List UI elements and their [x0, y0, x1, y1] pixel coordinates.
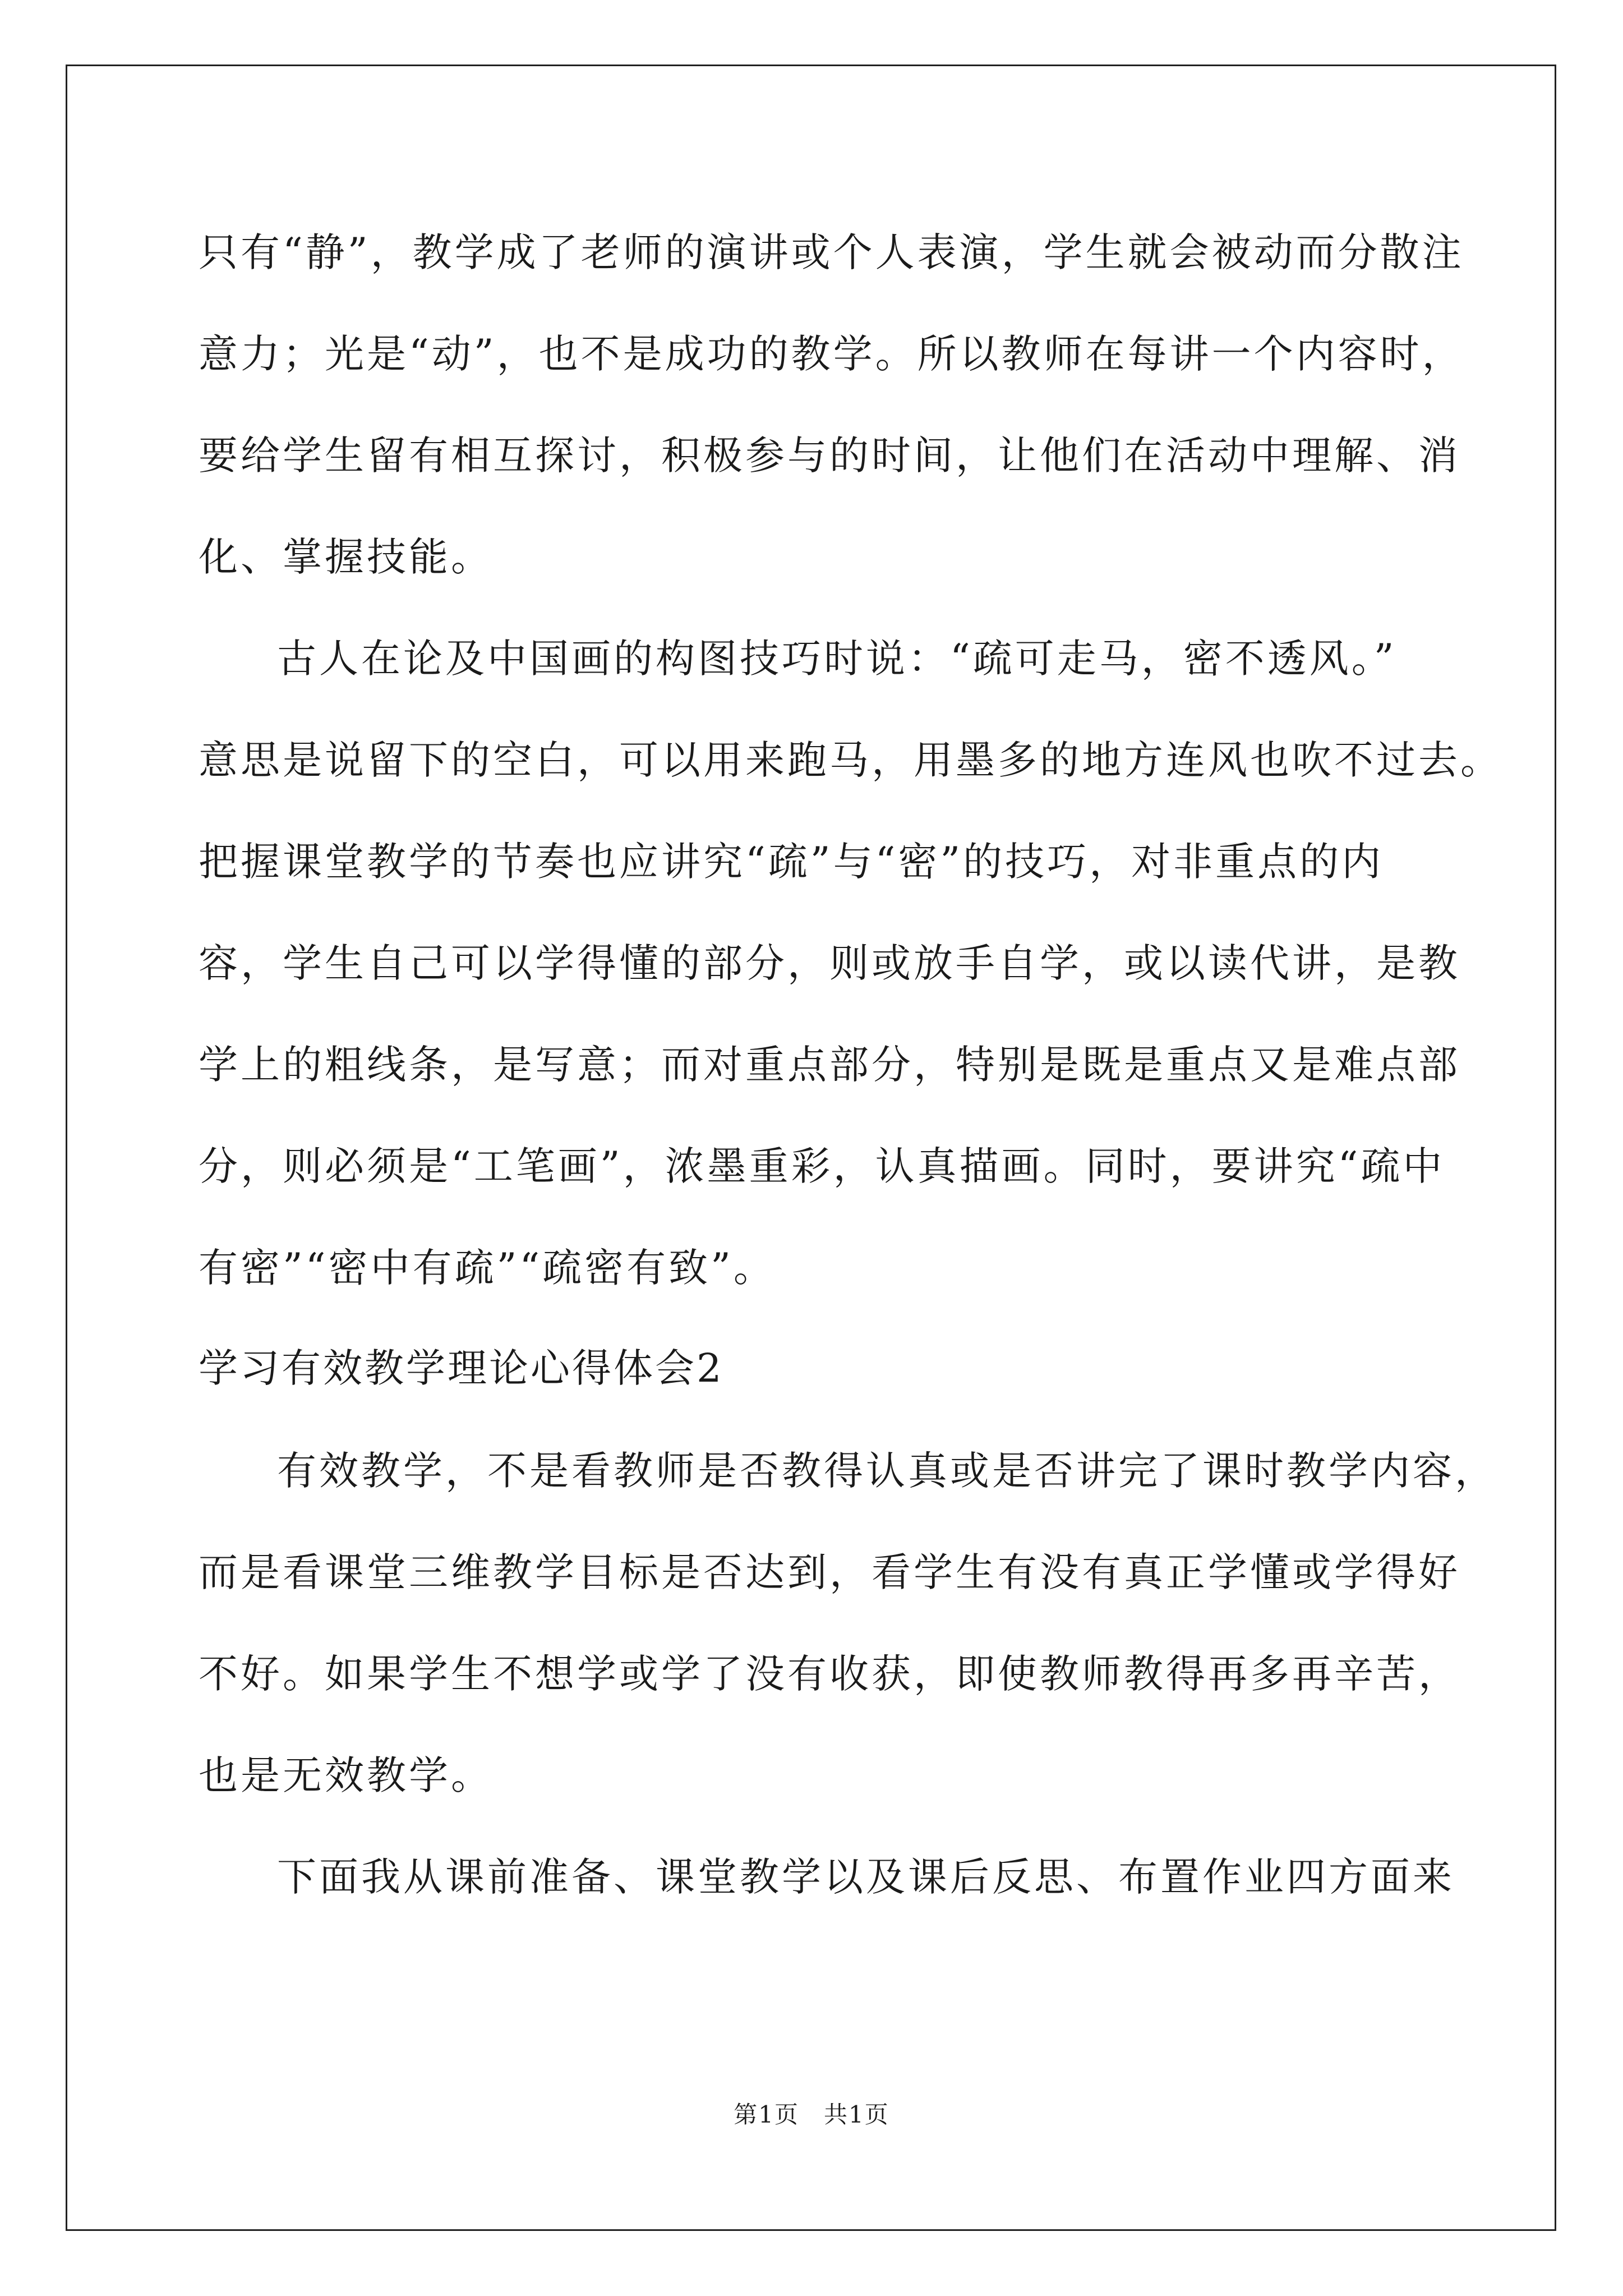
body-text-line: 意力；光是“动”，也不是成功的教学。所以教师在每讲一个内容时， — [199, 331, 1464, 377]
body-text-line: 学上的粗线条，是写意；而对重点部分，特别是既是重点又是难点部 — [199, 1042, 1460, 1088]
body-text-line: 意思是说留下的空白，可以用来跑马，用墨多的地方连风也吹不过去。 — [199, 737, 1502, 783]
body-text-line: 只有“静”，教学成了老师的演讲或个人表演，学生就会被动而分散注 — [199, 229, 1464, 275]
body-text-line: 有效教学，不是看教师是否教得认真或是否讲完了课时教学内容， — [277, 1448, 1497, 1494]
body-text-line: 而是看课堂三维教学目标是否达到，看学生有没有真正学懂或学得好 — [199, 1549, 1460, 1595]
body-text-line: 要给学生留有相互探讨，积极参与的时间，让他们在活动中理解、消 — [199, 432, 1460, 478]
page-footer: 第1页 共1页 — [734, 2101, 889, 2128]
body-text-line: 容，学生自己可以学得懂的部分，则或放手自学，或以读代讲，是教 — [199, 940, 1460, 986]
body-text-line: 古人在论及中国画的构图技巧时说：“疏可走马，密不透风。” — [277, 636, 1397, 682]
body-text-line: 不好。如果学生不想学或学了没有收获，即使教师教得再多再辛苦， — [199, 1651, 1460, 1697]
body-text-line: 有密”“密中有疏”“疏密有致”。 — [199, 1245, 776, 1291]
body-text-line: 分，则必须是“工笔画”，浓墨重彩，认真描画。同时，要讲究“疏中 — [199, 1143, 1445, 1189]
body-text-line: 化、掌握技能。 — [199, 534, 493, 580]
body-text-line: 把握课堂教学的节奏也应讲究“疏”与“密”的技巧，对非重点的内 — [199, 839, 1384, 885]
body-text-line: 下面我从课前准备、课堂教学以及课后反思、布置作业四方面来 — [277, 1854, 1455, 1900]
section-heading: 学习有效教学理论心得体会2 — [199, 1345, 724, 1391]
body-text-line: 也是无效教学。 — [199, 1752, 493, 1798]
